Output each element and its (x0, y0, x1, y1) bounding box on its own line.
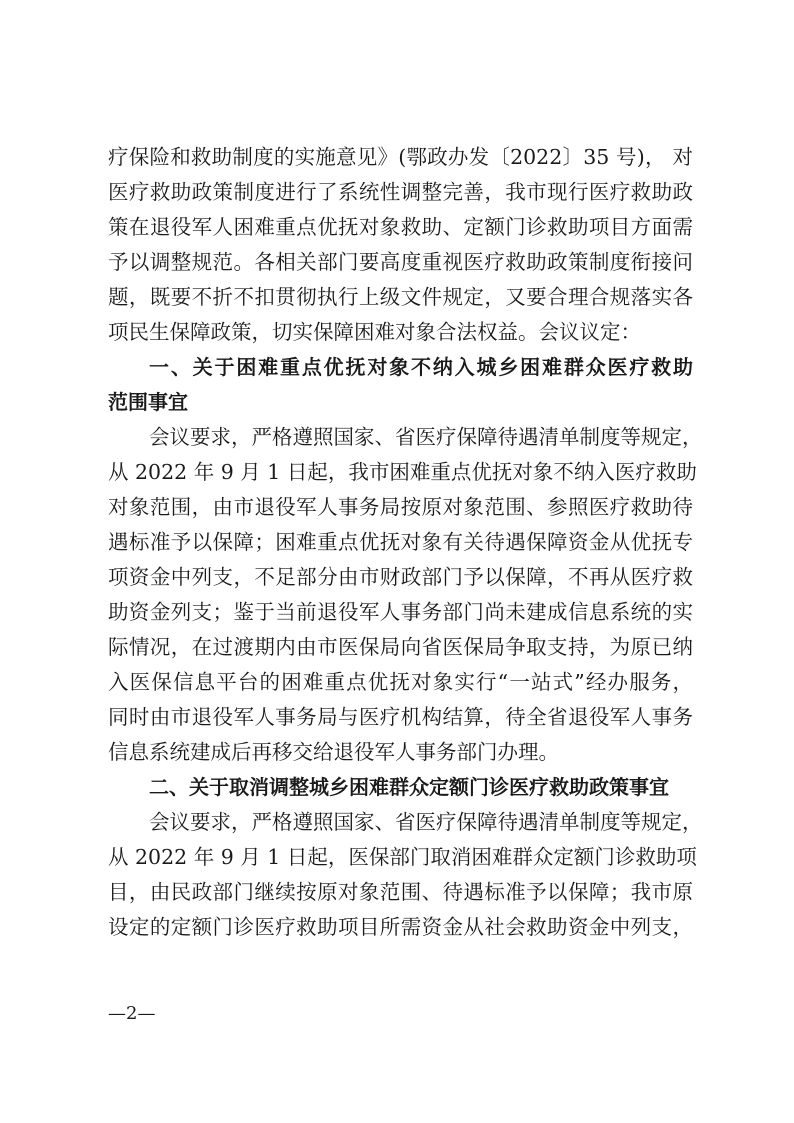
section-heading-1 (108, 350, 693, 420)
text-line: 从 2022 年 9 月 1 日起，医保部门取消困难群众定额门诊救助项 (108, 845, 697, 869)
text-line: 疗保险和救助制度的实施意见》(鄂政办发〔2022〕35 号)， 对 (108, 145, 693, 169)
page-number: —2— (108, 1003, 156, 1024)
text-line: 信息系统建成后再移交给退役军人事务部门办理。 (108, 740, 559, 764)
intro-paragraph (108, 140, 693, 350)
text-line: 予以调整规范。各相关部门要高度重视医疗救助政策制度衔接问 (108, 250, 693, 274)
section-1-paragraph (108, 420, 703, 770)
heading-line: 范围事宜 (108, 390, 188, 414)
text-line: 助资金列支；鉴于当前退役军人事务部门尚未建成信息系统的实 (108, 600, 693, 624)
text-line: 目，由民政部门继续按原对象范围、待遇标准予以保障；我市原 (108, 880, 693, 904)
text-line: 题，既要不折不扣贯彻执行上级文件规定，又要合理合规落实各 (108, 285, 693, 309)
section-heading-2 (108, 770, 693, 805)
text-line: 际情况，在过渡期内由市医保局向省医保局争取支持，为原已纳 (108, 635, 693, 659)
text-line: 会议要求，严格遵照国家、省医疗保障待遇清单制度等规定， (149, 810, 703, 834)
text-line: 项民生保障政策，切实保障困难对象合法权益。会议议定： (108, 320, 641, 344)
section-2-paragraph (108, 805, 703, 945)
text-line: 项资金中列支，不足部分由市财政部门予以保障，不再从医疗救 (108, 565, 693, 589)
text-line: 会议要求，严格遵照国家、省医疗保障待遇清单制度等规定， (149, 425, 703, 449)
text-line: 入医保信息平台的困难重点优抚对象实行“一站式”经办服务， (108, 670, 693, 694)
document-body (108, 140, 703, 945)
text-line: 遇标准予以保障；困难重点优抚对象有关待遇保障资金从优抚专 (108, 530, 693, 554)
text-line: 对象范围，由市退役军人事务局按原对象范围、参照医疗救助待 (108, 495, 693, 519)
text-line: 策在退役军人困难重点优抚对象救助、定额门诊救助项目方面需 (108, 215, 693, 239)
heading-line: 一、关于困难重点优抚对象不纳入城乡困难群众医疗救助 (149, 355, 693, 379)
text-line: 医疗救助政策制度进行了系统性调整完善，我市现行医疗救助政 (108, 180, 693, 204)
text-line: 设定的定额门诊医疗救助项目所需资金从社会救助资金中列支， (108, 915, 693, 939)
heading-line: 二、关于取消调整城乡困难群众定额门诊医疗救助政策事宜 (149, 775, 669, 799)
text-line: 从 2022 年 9 月 1 日起，我市困难重点优抚对象不纳入医疗救助 (108, 460, 697, 484)
text-line: 同时由市退役军人事务局与医疗机构结算，待全省退役军人事务 (108, 705, 693, 729)
